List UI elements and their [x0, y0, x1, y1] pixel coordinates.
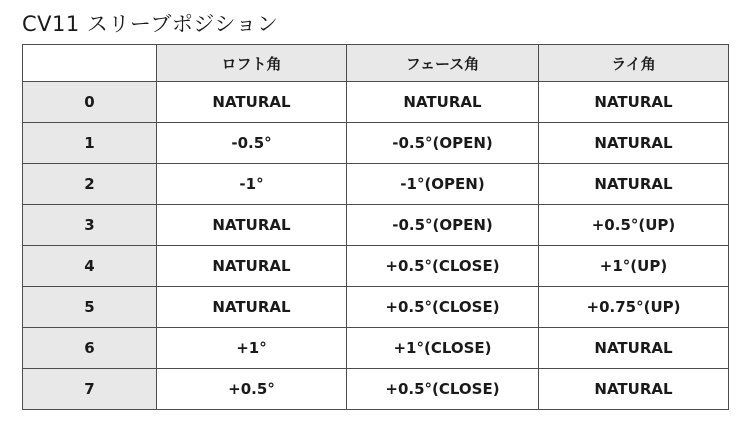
- cell-loft: +0.5°: [157, 369, 347, 410]
- cell-position: 1: [23, 123, 157, 164]
- cell-position: 7: [23, 369, 157, 410]
- table-header: [23, 45, 729, 82]
- table-row: [23, 369, 729, 410]
- table-body: [23, 82, 729, 410]
- sleeve-position-table-wrapper: [22, 44, 728, 410]
- table-header-cell-lie: ライ角: [539, 45, 729, 82]
- cell-lie: NATURAL: [539, 164, 729, 205]
- cell-face: +0.5°(CLOSE): [347, 246, 539, 287]
- cell-loft: NATURAL: [157, 246, 347, 287]
- table-row: [23, 246, 729, 287]
- cell-position: 2: [23, 164, 157, 205]
- cell-position: 0: [23, 82, 157, 123]
- cell-loft: NATURAL: [157, 82, 347, 123]
- cell-loft: +1°: [157, 328, 347, 369]
- cell-position: 4: [23, 246, 157, 287]
- cell-loft: NATURAL: [157, 287, 347, 328]
- cell-face: -0.5°(OPEN): [347, 205, 539, 246]
- table-row: [23, 287, 729, 328]
- page-title: CV11 スリーブポジション: [22, 12, 279, 36]
- cell-face: +1°(CLOSE): [347, 328, 539, 369]
- cell-position: 3: [23, 205, 157, 246]
- table-row: [23, 205, 729, 246]
- cell-face: +0.5°(CLOSE): [347, 287, 539, 328]
- cell-lie: NATURAL: [539, 369, 729, 410]
- cell-position: 6: [23, 328, 157, 369]
- cell-face: -0.5°(OPEN): [347, 123, 539, 164]
- cell-loft: -0.5°: [157, 123, 347, 164]
- table-header-row: [23, 45, 729, 82]
- table-header-cell-face: フェース角: [347, 45, 539, 82]
- cell-face: -1°(OPEN): [347, 164, 539, 205]
- cell-lie: NATURAL: [539, 328, 729, 369]
- cell-lie: +0.5°(UP): [539, 205, 729, 246]
- cell-lie: NATURAL: [539, 123, 729, 164]
- table-row: [23, 328, 729, 369]
- table-row: [23, 123, 729, 164]
- cell-lie: NATURAL: [539, 82, 729, 123]
- cell-lie: +1°(UP): [539, 246, 729, 287]
- cell-lie: +0.75°(UP): [539, 287, 729, 328]
- table-row: [23, 82, 729, 123]
- table-header-cell-loft: ロフト角: [157, 45, 347, 82]
- sleeve-position-table: [22, 44, 729, 410]
- table-header-cell-position: [23, 45, 157, 82]
- cell-loft: NATURAL: [157, 205, 347, 246]
- cell-face: NATURAL: [347, 82, 539, 123]
- cell-loft: -1°: [157, 164, 347, 205]
- cell-face: +0.5°(CLOSE): [347, 369, 539, 410]
- cell-position: 5: [23, 287, 157, 328]
- table-row: [23, 164, 729, 205]
